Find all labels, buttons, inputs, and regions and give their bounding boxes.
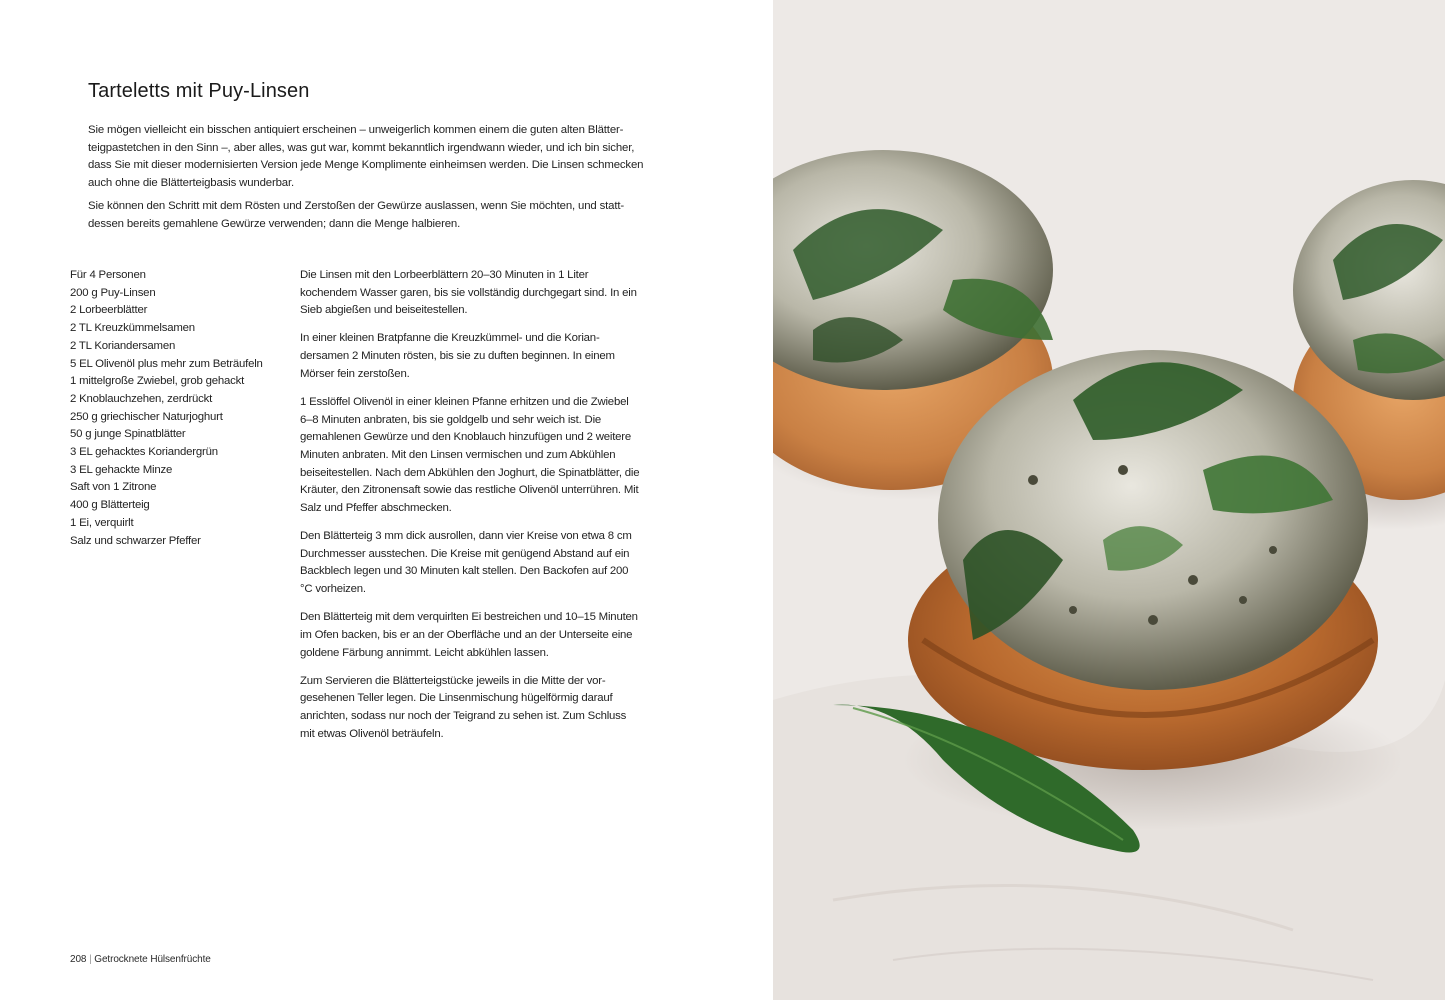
- ingredient-item: 2 Lorbeerblätter: [70, 304, 148, 317]
- intro-paragraph: Sie können den Schritt mit dem Rösten und Zerstoßen der Gewürze auslassen, wenn Sie möchten, und stattdessen bereits gemahlene Gewürze verwenden; dann die Menge halbieren.: [88, 199, 625, 230]
- method-step: Den Blätterteig 3 mm dick ausrollen, dann vier Kreise von etwa 8 cm Durchmesser ausstechen. Die Kreise mit genügend Abstand auf ein Backblech legen und 30 Minuten kalt stellen. Den Backofen auf 200 °C vorheizen.: [300, 530, 632, 596]
- ingredient-item: 400 g Blätterteig: [70, 499, 150, 512]
- food-photo: [773, 0, 1445, 1000]
- recipe-intro: [88, 122, 644, 238]
- footer-separator: |: [89, 954, 92, 965]
- ingredient-item: 1 mittelgroße Zwiebel, grob gehackt: [70, 375, 245, 388]
- servings-line: Für 4 Personen: [70, 269, 146, 281]
- ingredient-item: 2 TL Koriandersamen: [70, 339, 176, 352]
- method-step: Die Linsen mit den Lorbeerblättern 20–30 Minuten in 1 Liter kochendem Wasser garen, bis sie vollständig durchgegart sind. In ein Sieb abgießen und beiseitestellen.: [300, 269, 637, 317]
- method-steps: [300, 267, 640, 754]
- section-name: Getrocknete Hülsenfrüchte: [94, 954, 211, 965]
- method-step: Den Blätterteig mit dem verquirlten Ei bestreichen und 10–15 Minuten im Ofen backen, bis er an der Oberfläche und an der Unterseite eine goldene Färbung annimmt. Leicht abkühlen lassen.: [300, 611, 638, 659]
- ingredient-item: 5 EL Olivenöl plus mehr zum Beträufeln: [70, 357, 263, 370]
- intro-paragraph: Sie mögen vielleicht ein bisschen antiquiert erscheinen – unweigerlich kommen einem die guten alten Blätterteigpastetchen in den Sinn –, aber alles, was gut war, kommt bekanntlich irgendwann wieder, und ich bin sicher, dass Sie mit dieser modernisierten Version jede Menge Komplimente einheimsen werden. Die Linsen schmecken auch ohne die Blätterteigbasis wunderbar.: [88, 124, 644, 190]
- ingredient-item: 1 Ei, verquirlt: [70, 516, 134, 529]
- method-step: Zum Servieren die Blätterteigstücke jeweils in die Mitte der vorgesehenen Teller legen. Die Linsenmischung hügelförmig darauf anrichten, sodass nur noch der Teigrand zu sehen ist. Zum Schluss mit etwas Olivenöl beträufeln.: [300, 674, 627, 740]
- ingredient-list: [70, 267, 285, 550]
- page-number: 208: [70, 954, 87, 965]
- ingredient-item: 50 g junge Spinatblätter: [70, 428, 186, 441]
- page-footer: [70, 954, 211, 965]
- ingredient-item: 250 g griechischer Naturjoghurt: [70, 410, 223, 423]
- ingredient-item: Salz und schwarzer Pfeffer: [70, 534, 201, 547]
- ingredient-item: 3 EL gehackte Minze: [70, 463, 173, 476]
- recipe-title: Tarteletts mit Puy-Linsen: [88, 80, 310, 102]
- ingredient-item: Saft von 1 Zitrone: [70, 481, 157, 494]
- ingredient-item: 2 TL Kreuzkümmelsamen: [70, 322, 195, 335]
- ingredient-item: 2 Knoblauchzehen, zerdrückt: [70, 392, 213, 405]
- ingredient-item: 200 g Puy-Linsen: [70, 286, 156, 299]
- method-step: In einer kleinen Bratpfanne die Kreuzkümmel- und die Koriandersamen 2 Minuten rösten, bis sie zu duften beginnen. In einem Mörser fein zerstoßen.: [300, 332, 615, 380]
- method-step: 1 Esslöffel Olivenöl in einer kleinen Pfanne erhitzen und die Zwiebel 6–8 Minuten anbraten, bis sie goldgelb und sehr weich ist. Die gemahlenen Gewürze und den Knoblauch hinzufügen und 2 weitere Minuten anbraten. Mit den Linsen vermischen und zum Abkühlen beiseitestellen. Nach dem Abkühlen den Joghurt, die Spinatblätter, die Kräuter, den Zitronensaft sowie das restliche Olivenöl unterrühren. Mit Salz und Pfeffer abschmecken.: [300, 395, 640, 515]
- ingredient-item: 3 EL gehacktes Koriandergrün: [70, 446, 218, 459]
- tartlet-illustration: [773, 0, 1445, 1000]
